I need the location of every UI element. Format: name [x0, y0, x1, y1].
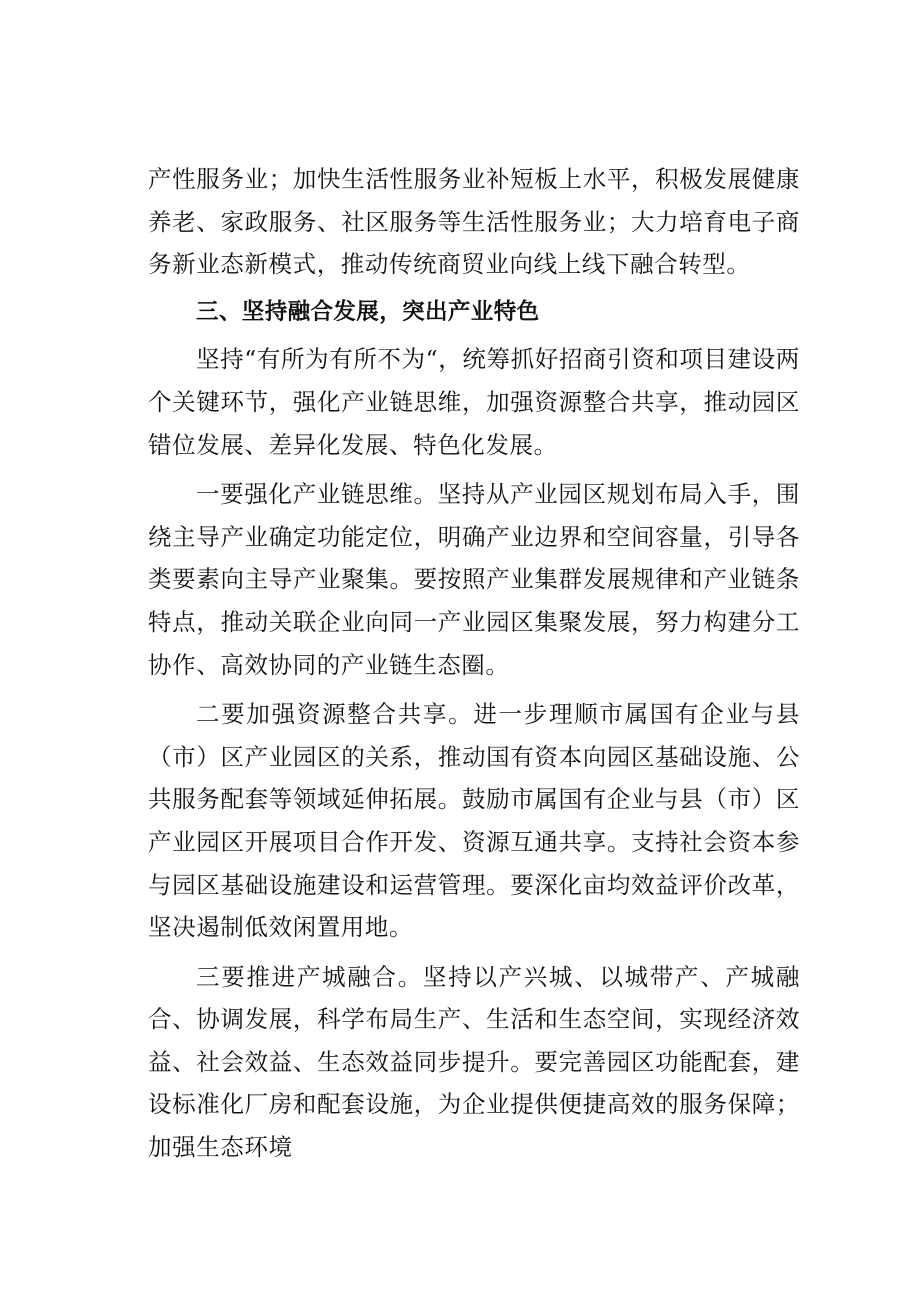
- section-heading: 三、坚持融合发展，突出产业特色: [196, 298, 540, 325]
- paragraph-continuation: 产性服务业；加快生活性服务业补短板上水平，积极发展健康养老、家政服务、社区服务等生活性服务业；大力培育电子商务新业态新模式，推动传统商贸业向线上线下融合转型。: [148, 165, 800, 279]
- document-page: [148, 158, 800, 1169]
- spacer: [148, 686, 800, 693]
- paragraph-point-one: 一要强化产业链思维。坚持从产业园区规划布局入手，围绕主导产业确定功能定位，明确产业边界和空间容量，引导各类要素向主导产业聚集。要按照产业集群发展规律和产业链条特点，推动关联企业向同一产业园区集聚发展，努力构建分工协作、高效协同的产业链生态圈。: [148, 480, 800, 679]
- paragraph-point-three: 三要推进产城融合。坚持以产兴城、以城带产、产城融合、协调发展，科学布局生产、生活和生态空间，实现经济效益、社会效益、生态效益同步提升。要完善园区功能配套，建设标准化厂房和配套设施，为企业提供便捷高效的服务保障；加强生态环境: [148, 962, 800, 1162]
- spacer: [148, 466, 800, 473]
- spacer: [148, 949, 800, 956]
- paragraph-intro: 坚持“有所为有所不为“，统筹抓好招商引资和项目建设两个关键环节，强化产业链思维，加强资源整合共享，推动园区错位发展、差异化发展、特色化发展。: [148, 345, 800, 459]
- paragraph-point-two: 二要加强资源整合共享。进一步理顺市属国有企业与县（市）区产业园区的关系，推动国有资本向园区基础设施、公共服务配套等领域延伸拓展。鼓励市属国有企业与县（市）区产业园区开展项目合作开发、资源互通共享。支持社会资本参与园区基础设施建设和运营管理。要深化亩均效益评价改革，坚决遏制低效闲置用地。: [148, 700, 800, 942]
